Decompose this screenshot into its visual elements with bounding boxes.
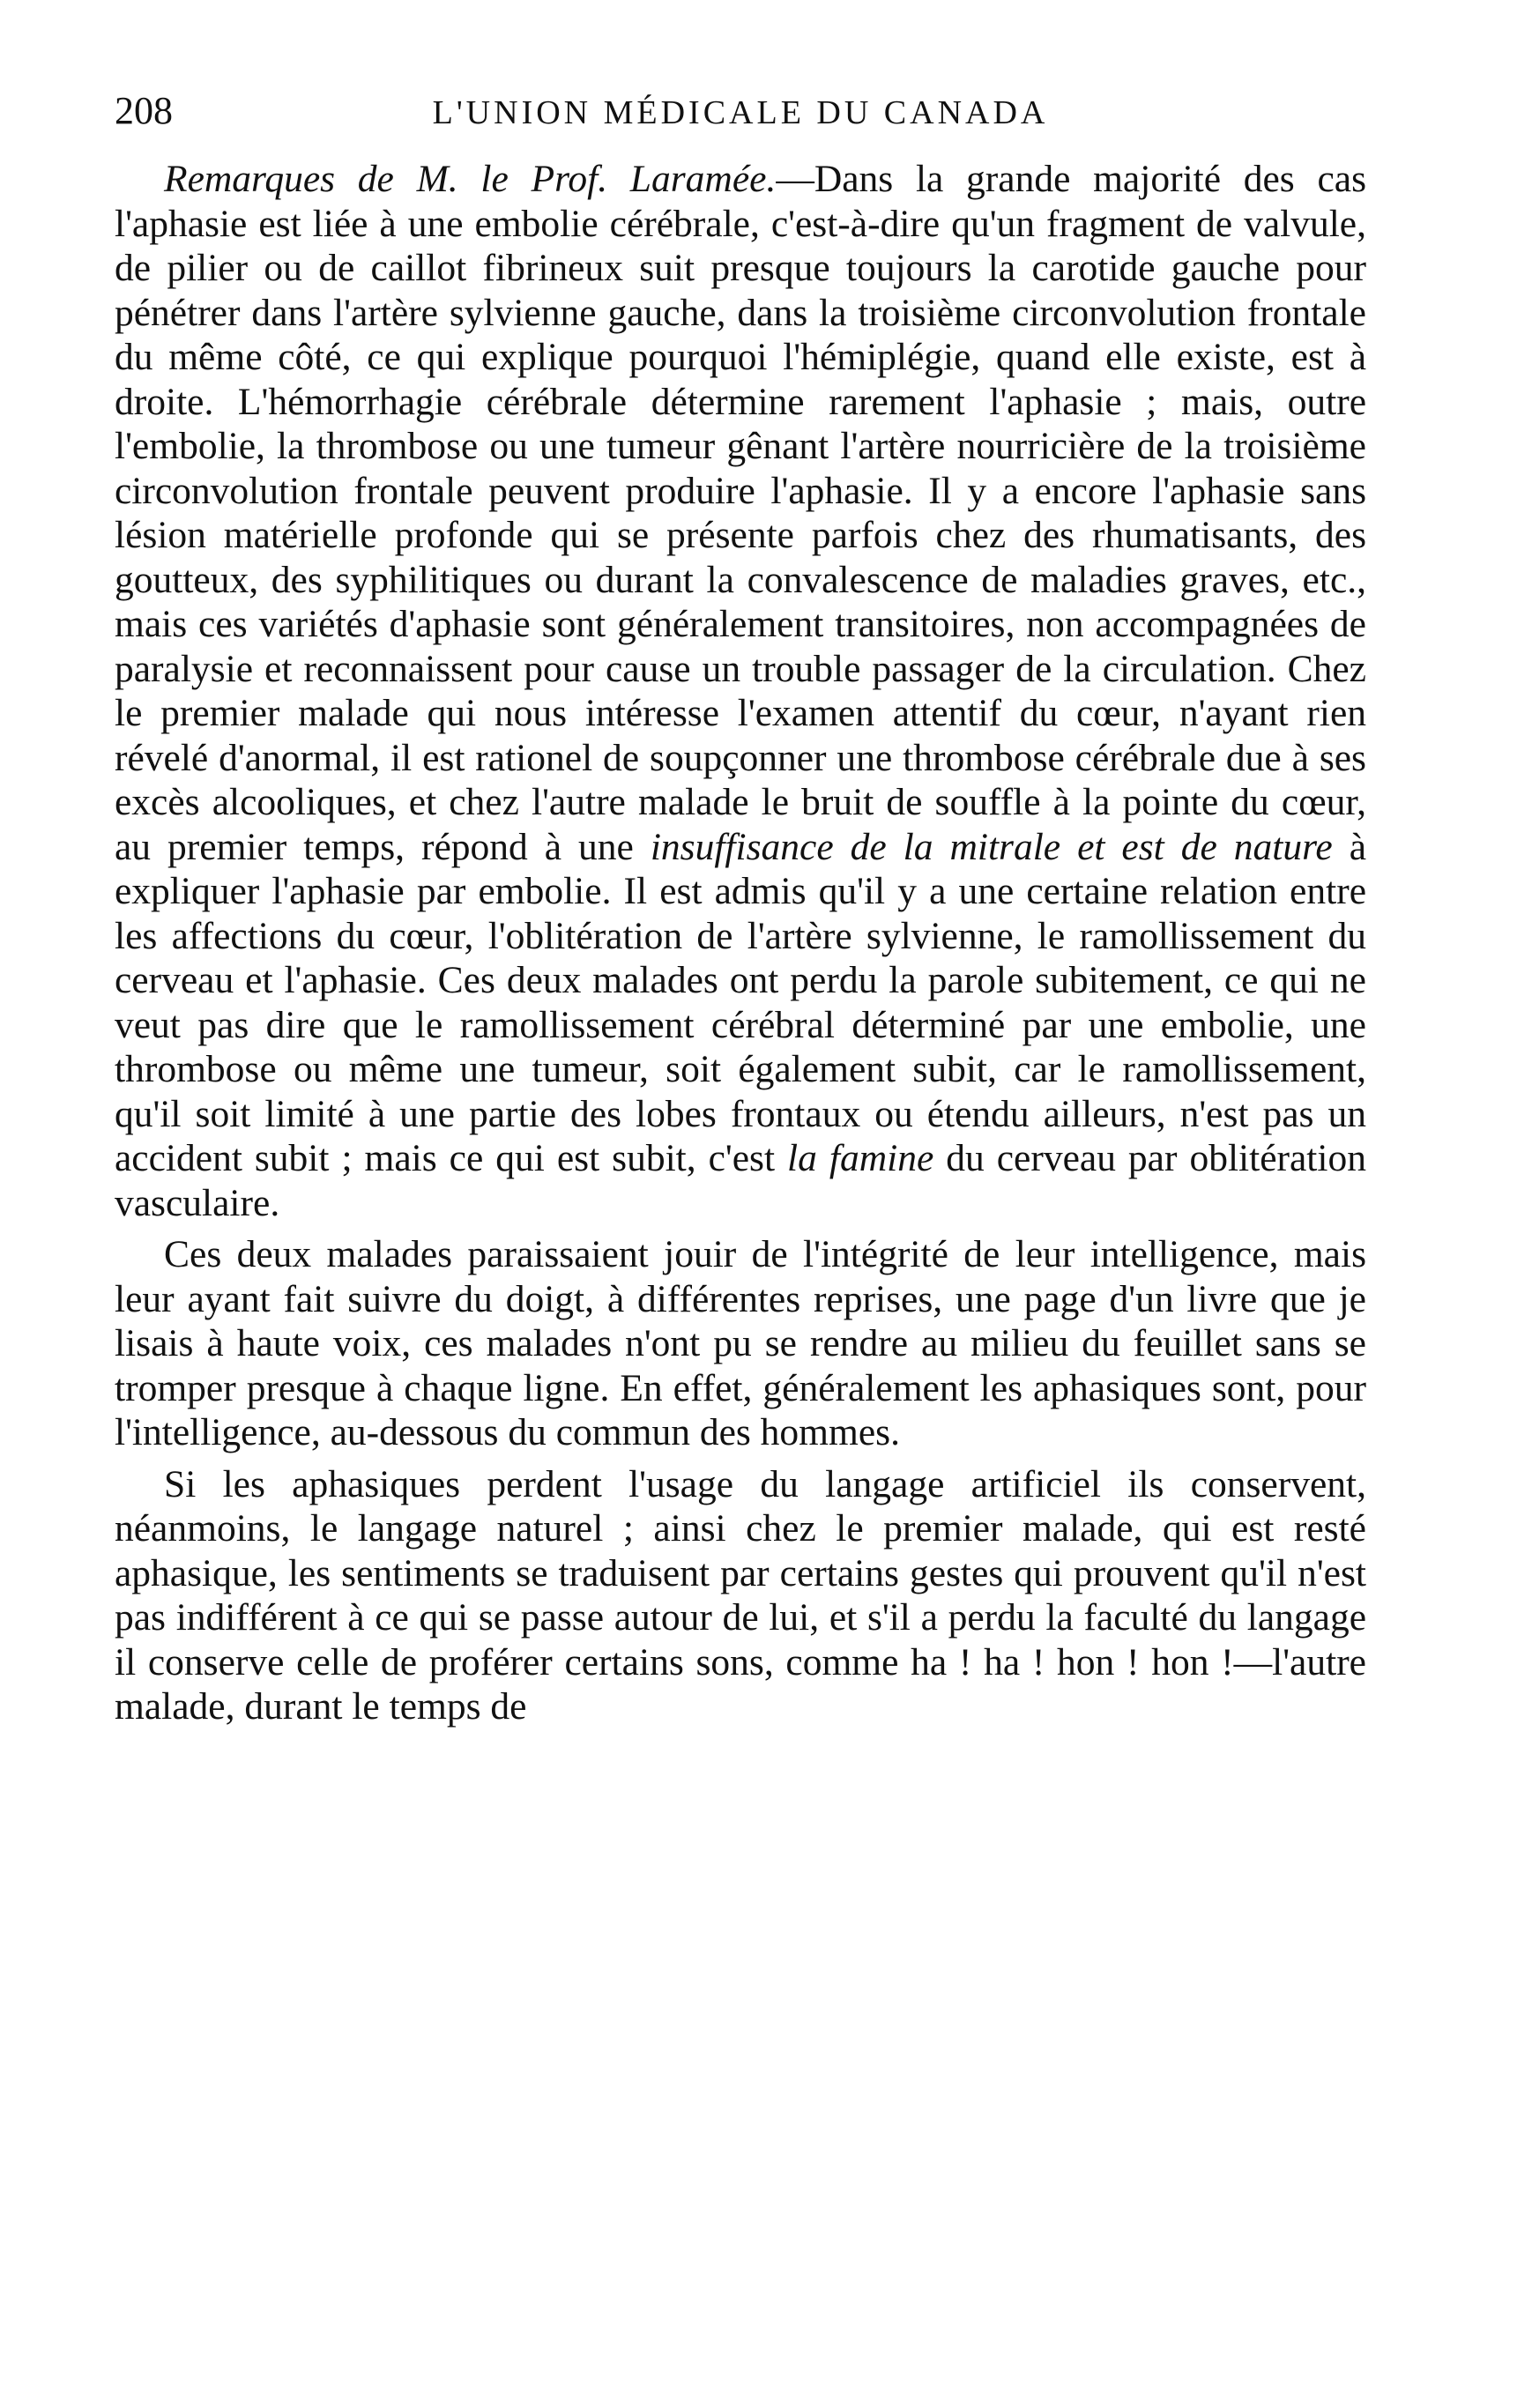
remarks-italic-famine: la famine [787, 1137, 934, 1179]
paragraph-language: Si les aphasiques perdent l'usage du langage artificiel ils conservent, néanmoins, le langage naturel ; ainsi chez le premier malade, qui est resté aphasique, les sentiments se traduisent par certains gestes qui prouvent qu'il n'est pas indifférent à ce qui se passe autour de lui, et s'il a perdu la faculté du langage il conserve celle de proférer certains sons, comme ha ! ha ! hon ! hon !—l'autre malade, durant le temps de [115, 1462, 1366, 1728]
running-head [115, 88, 1366, 150]
paragraph-remarks [115, 157, 1366, 1225]
remarks-text-3: du cerveau par oblitération vasculaire. [115, 1137, 1366, 1224]
remarks-text-2: à expliquer l'aphasie par embolie. Il est admis qu'il y a une certaine relation entre les affections du cœur, l'oblitération de l'artère sylvienne, le ramollissement du cerveau et l'aphasie. Ces deux malades ont perdu la parole subitement, ce qui ne veut pas dire que le ramollissement cérébral déterminé par une embolie, une thrombose ou même une tumeur, soit également subit, car le ramollissement, qu'il soit limité à une partie des lobes frontaux ou étendu ailleurs, n'est pas un accident subit ; mais ce qui est subit, c'est [115, 825, 1366, 1179]
remarks-italic-mitrale: insuffisance de la mitrale et est de nature [650, 825, 1333, 868]
page [115, 88, 1366, 1729]
remarks-text-1: —Dans la grande majorité des cas l'aphasie est liée à une embolie cérébrale, c'est-à-dire qu'un fragment de valvule, de pilier ou de caillot fibrineux suit presque toujours la carotide gauche pour pénétrer dans l'artère sylvienne gauche, dans la troisième circonvolution frontale du même côté, ce qui explique pourquoi l'hémiplégie, quand elle existe, est à droite. L'hémorrhagie cérébrale détermine rarement l'aphasie ; mais, outre l'embolie, la thrombose ou une tumeur gênant l'artère nourricière de la troisième circonvolution frontale peuvent produire l'aphasie. Il y a encore l'aphasie sans lésion matérielle profonde qui se présente parfois chez des rhumatisants, des goutteux, des syphilitiques ou durant la convalescence de maladies graves, etc., mais ces variétés d'aphasie sont généralement transitoires, non accompagnées de paralysie et reconnaissent pour cause un trouble passager de la circulation. Chez le premier malade qui nous intéresse l'examen attentif du cœur, n'ayant rien révelé d'anormal, il est rationel de soupçonner une thrombose cérébrale due à ses excès alcooliques, et chez l'autre malade le bruit de souffle à la pointe du cœur, au premier temps, répond à une [115, 158, 1366, 868]
paragraph-intelligence: Ces deux malades paraissaient jouir de l'intégrité de leur intelligence, mais leur ayant fait suivre du doigt, à différentes reprises, une page d'un livre que je lisais à haute voix, ces malades n'ont pu se rendre au milieu du feuillet sans se tromper presque à chaque ligne. En effet, généralement les aphasiques sont, pour l'intelligence, au-dessous du commun des hommes. [115, 1233, 1366, 1453]
page-number: 208 [115, 89, 173, 132]
journal-title: L'UNION MÉDICALE DU CANADA [432, 94, 1049, 131]
article-body [115, 157, 1366, 1729]
remarks-lead: Remarques de M. le Prof. Laramée. [164, 158, 777, 200]
